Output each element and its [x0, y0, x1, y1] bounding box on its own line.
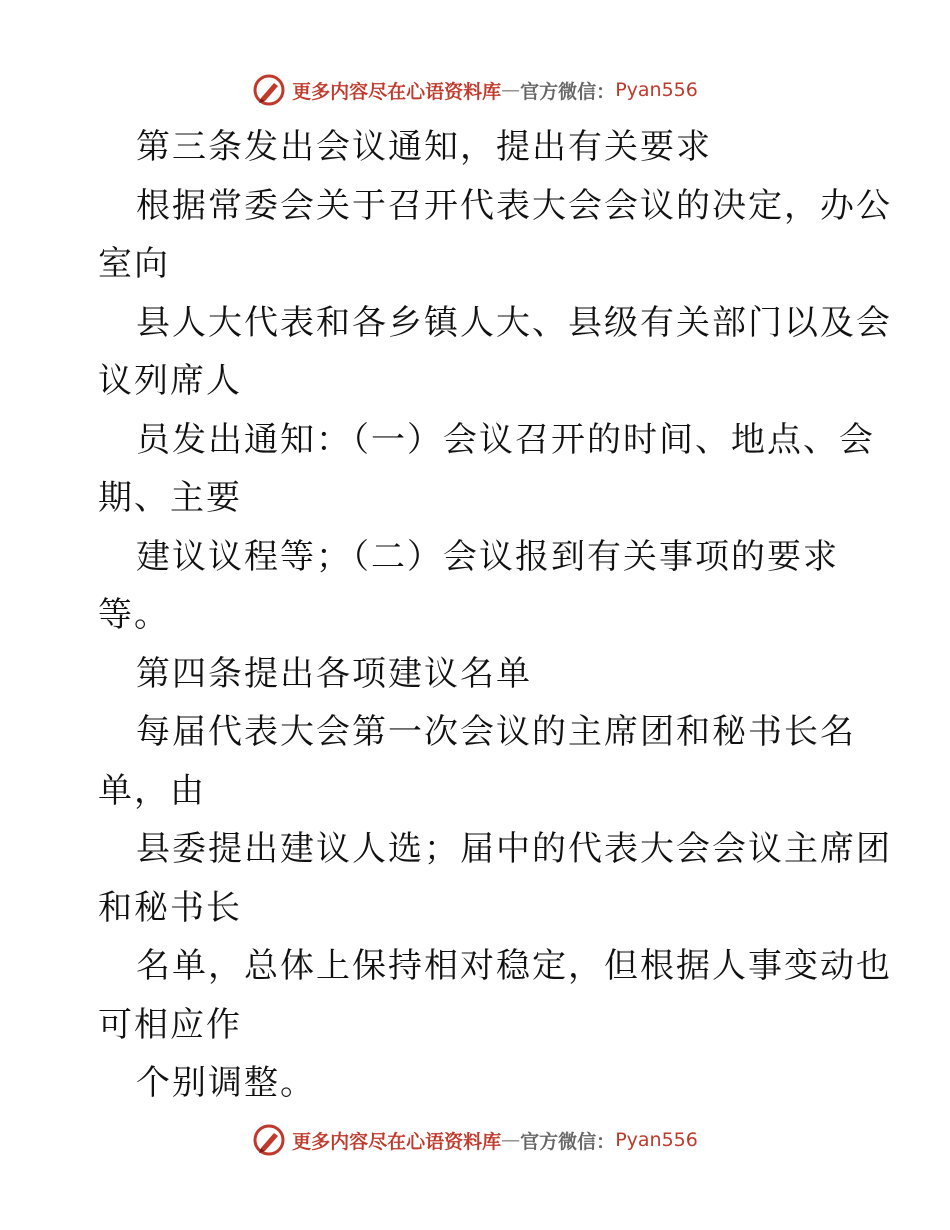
watermark-wechat-label: 官方微信： — [520, 80, 616, 103]
text-line: 议列席人 — [98, 361, 242, 401]
text-line: 等。 — [98, 595, 170, 635]
watermark-text: 更多内容尽在心语资料库 — [292, 80, 502, 103]
text-line: 期、主要 — [98, 478, 242, 518]
pen-seal-icon — [252, 73, 286, 107]
document-body — [98, 118, 892, 1113]
watermark-separator: — — [501, 79, 521, 101]
text-line: 名单，总体上保持相对稳定，但根据人事变动也 — [136, 946, 892, 986]
text-line: 第四条提出各项建议名单 — [136, 653, 532, 694]
text-line: 第三条发出会议通知，提出有关要求 — [136, 127, 712, 167]
text-line: 单，由 — [98, 770, 206, 811]
text-line: 个别调整。 — [136, 1063, 316, 1103]
watermark-separator: — — [501, 1129, 521, 1151]
watermark-wechat-id: Pyan556 — [615, 79, 698, 101]
pen-seal-icon — [252, 1123, 286, 1157]
text-line: 员发出通知：（一）会议召开的时间、地点、会 — [136, 419, 875, 460]
text-line: 可相应作 — [98, 1004, 242, 1045]
text-line: 县委提出建议人选；届中的代表大会会议主席团 — [136, 829, 892, 869]
text-line: 室向 — [98, 244, 170, 284]
watermark-wechat-label: 官方微信： — [520, 1130, 616, 1153]
text-line: 每届代表大会第一次会议的主席团和秘书长名 — [136, 712, 856, 752]
watermark-text: 更多内容尽在心语资料库 — [292, 1130, 502, 1153]
text-line: 和秘书长 — [98, 887, 242, 928]
watermark-footer — [0, 1120, 950, 1160]
text-line: 根据常委会关于召开代表大会会议的决定，办公 — [136, 185, 892, 226]
text-line: 县人大代表和各乡镇人大、县级有关部门以及会 — [136, 302, 892, 343]
watermark-header — [0, 70, 950, 110]
text-line: 建议议程等；（二）会议报到有关事项的要求 — [136, 536, 839, 577]
watermark-wechat-id: Pyan556 — [615, 1129, 698, 1151]
